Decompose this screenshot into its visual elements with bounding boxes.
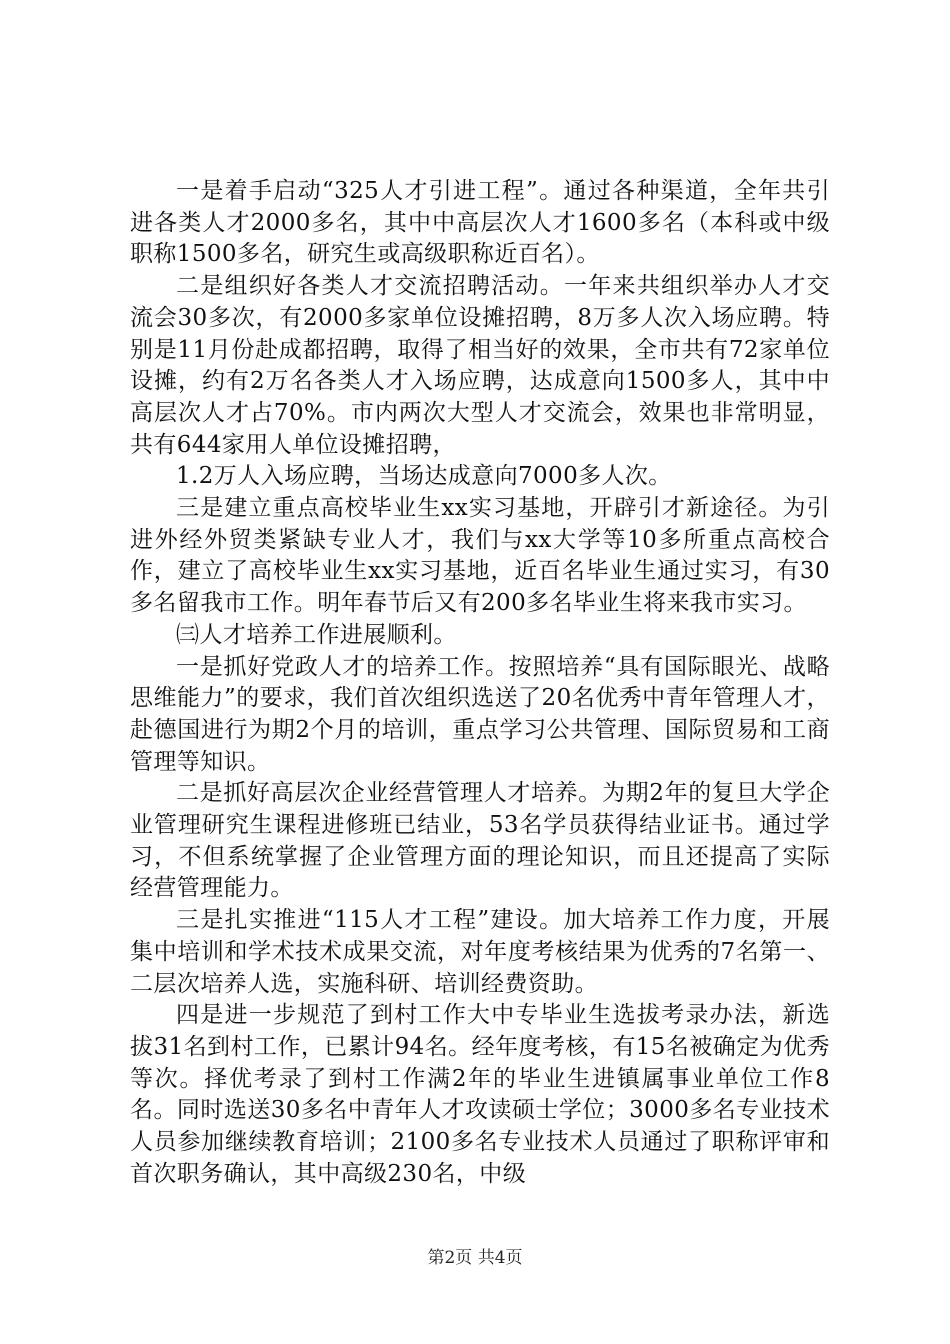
paragraph: 1.2万人入场应聘，当场达成意向7000多人次。 — [176, 463, 672, 490]
paragraph: 二是抓好高层次企业经营管理人才培养。为期2年的复旦大学企业管理研究生课程进修班已结业，53名学员获得结业证书。通过学习，不但系统掌握了企业管理方面的理论知识，而且还提高了实际经营管理能力。 — [130, 780, 830, 902]
paragraph: 一是抓好党政人才的培养工作。按照培养“具有国际眼光、战略思维能力”的要求，我们首次组织选送了20名优秀中青年管理人才，赴德国进行为期2个月的培训，重点学习公共管理、国际贸易和工商管理等知识。 — [130, 653, 830, 775]
section-heading: ㈢人才培养工作进展顺利。 — [176, 621, 457, 648]
document-body — [130, 176, 830, 1191]
paragraph: 三是扎实推进“115人才工程”建设。加大培养工作力度，开展集中培训和学术技术成果交流，对年度考核结果为优秀的7名第一、二层次培养人选，实施科研、培训经费资助。 — [130, 907, 830, 997]
paragraph: 四是进一步规范了到村工作大中专毕业生选拔考录办法，新选拔31名到村工作，已累计94名。经年度考核，有15名被确定为优秀等次。择优考录了到村工作满2年的毕业生进镇属事业单位工作8名。同时选送30多名中青年人才攻读硕士学位；3000多名专业技术人员参加继续教育培训；2100多名专业技术人员通过了职称评审和首次职务确认，其中高级230名，中级 — [130, 1002, 830, 1187]
paragraph: 一是着手启动“325人才引进工程”。通过各种渠道，全年共引进各类人才2000多名，其中中高层次人才1600多名（本科或中级职称1500多名，研究生或高级职称近百名）。 — [130, 178, 830, 268]
page-number-footer: 第2页 共4页 — [427, 1248, 523, 1268]
paragraph: 二是组织好各类人才交流招聘活动。一年来共组织举办人才交流会30多次，有2000多家单位设摊招聘，8万多人次入场应聘。特别是11月份赴成都招聘，取得了相当好的效果，全市共有72家单位设摊，约有2万名各类人才入场应聘，达成意向1500多人，其中中高层次人才占70%。市内两次大型人才交流会，效果也非常明显，共有644家用人单位设摊招聘， — [130, 273, 830, 458]
paragraph: 三是建立重点高校毕业生xx实习基地，开辟引才新途径。为引进外经外贸类紧缺专业人才，我们与xx大学等10多所重点高校合作，建立了高校毕业生xx实习基地，近百名毕业生通过实习，有30多名留我市工作。明年春节后又有200多名毕业生将来我市实习。 — [130, 495, 830, 617]
